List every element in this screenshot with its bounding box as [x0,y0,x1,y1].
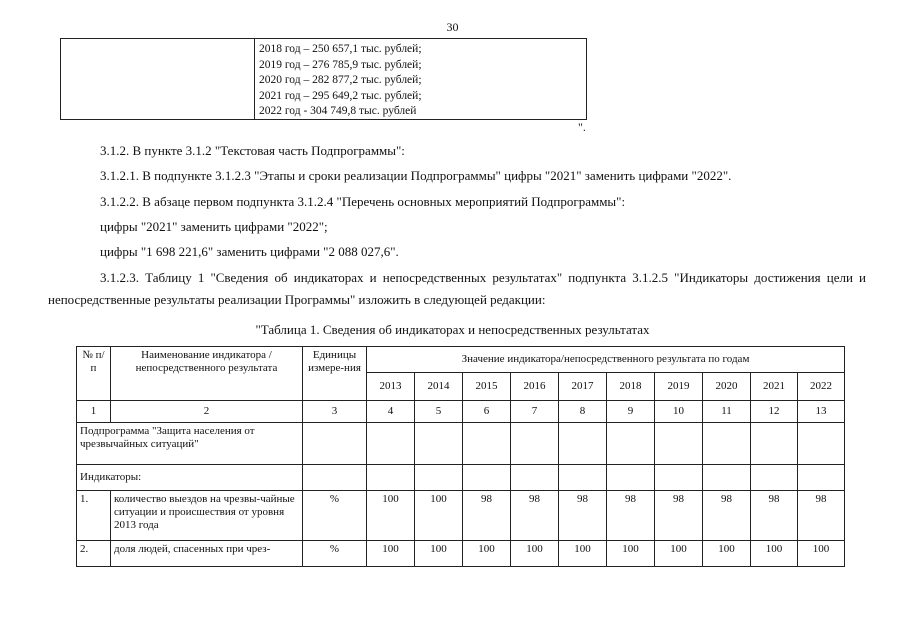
funding-table [60,38,587,120]
paragraph-3-1-2-2: 3.1.2.2. В абзаце первом подпункта 3.1.2.4 "Перечень основных мероприятий Подпрограммы": [100,194,626,209]
paragraph-digits-2021: цифры "2021" заменить цифрами "2022"; [100,219,328,234]
empty-cell [559,465,607,491]
empty-cell [655,423,703,465]
column-number: 7 [511,401,559,423]
paragraph-digits-sum: цифры "1 698 221,6" заменить цифрами "2 088 027,6". [100,244,399,259]
page-number: 30 [446,20,459,34]
indicator-value: 98 [655,491,703,541]
header-year: 2019 [655,373,703,401]
column-number: 9 [607,401,655,423]
funding-line: 2021 год – 295 649,2 тыс. рублей; [259,89,422,102]
indicator-value: 100 [703,541,751,567]
empty-cell [559,423,607,465]
column-number-row [77,401,845,423]
column-number: 12 [751,401,798,423]
column-number: 5 [415,401,463,423]
indicators-label-row [77,465,845,491]
column-number: 3 [303,401,367,423]
indicator-value: 100 [367,541,415,567]
column-number: 2 [111,401,303,423]
empty-cell [415,465,463,491]
paragraph-3-1-2-1: 3.1.2.1. В подпункте 3.1.2.3 "Этапы и сроки реализации Подпрограммы" цифры "2021" заменить цифрами "2022". [100,168,732,183]
indicator-value: 100 [415,541,463,567]
column-number: 10 [655,401,703,423]
indicators-label: Индикаторы: [77,465,303,491]
funding-line: 2022 год - 304 749,8 тыс. рублей [259,105,417,117]
column-number: 1 [77,401,111,423]
indicator-unit: % [303,541,367,567]
column-number: 11 [703,401,751,423]
header-year: 2020 [703,373,751,401]
indicator-value: 98 [559,491,607,541]
empty-cell [511,423,559,465]
column-number: 6 [463,401,511,423]
empty-cell [367,465,415,491]
indicator-value: 98 [511,491,559,541]
header-year: 2017 [559,373,607,401]
indicator-value: 98 [463,491,511,541]
column-number: 8 [559,401,607,423]
indicator-value: 100 [751,541,798,567]
funding-line: 2018 год – 250 657,1 тыс. рублей; [259,43,422,55]
subprogram-title: Подпрограмма "Защита населения от чрезвычайных ситуаций" [77,423,303,465]
empty-cell [607,465,655,491]
empty-cell [655,465,703,491]
funding-line: 2020 год – 282 877,2 тыс. рублей; [259,74,422,86]
indicator-value: 98 [798,491,845,541]
closing-quote: ". [578,120,586,134]
paragraph-3-1-2: 3.1.2. В пункте 3.1.2 "Текстовая часть Подпрограммы": [100,143,405,158]
column-number: 4 [367,401,415,423]
indicator-unit: % [303,491,367,541]
table-caption: "Таблица 1. Сведения об индикаторах и непосредственных результатах [255,322,650,337]
empty-cell [751,465,798,491]
funding-line: 2019 год – 276 785,9 тыс. рублей; [259,58,422,71]
empty-cell [463,423,511,465]
row-number: 2. [77,541,111,567]
indicator-name: доля людей, спасенных при чрез- [111,541,303,567]
header-year: 2016 [511,373,559,401]
header-indicator-name: Наименование индикатора / непосредственного результата [111,347,303,401]
indicator-value: 100 [367,491,415,541]
table-row [77,491,845,541]
indicator-value: 100 [559,541,607,567]
header-year: 2014 [415,373,463,401]
indicator-value: 100 [511,541,559,567]
indicator-value: 100 [798,541,845,567]
header-year: 2018 [607,373,655,401]
header-number: № п/п [77,347,111,401]
indicators-table [76,346,845,567]
empty-cell [703,423,751,465]
header-year: 2015 [463,373,511,401]
indicator-value: 100 [655,541,703,567]
indicator-value: 100 [607,541,655,567]
header-values-by-year: Значение индикатора/непосредственного результата по годам [367,347,845,373]
empty-cell [367,423,415,465]
indicator-value: 98 [703,491,751,541]
empty-cell [798,465,845,491]
empty-cell [303,423,367,465]
column-number: 13 [798,401,845,423]
empty-cell [303,465,367,491]
indicator-value: 100 [463,541,511,567]
header-year: 2022 [798,373,845,401]
funding-lines [259,42,422,120]
empty-cell [751,423,798,465]
indicator-value: 100 [415,491,463,541]
indicator-value: 98 [607,491,655,541]
header-year: 2013 [367,373,415,401]
indicator-name: количество выездов на чрезвы-чайные ситуации и происшествия от уровня 2013 года [111,491,303,541]
row-number: 1. [77,491,111,541]
header-year: 2021 [751,373,798,401]
subprogram-row [77,423,845,465]
indicator-value: 98 [751,491,798,541]
empty-cell [798,423,845,465]
empty-cell [463,465,511,491]
empty-cell [703,465,751,491]
empty-cell [511,465,559,491]
header-unit: Единицы измере-ния [303,347,367,401]
empty-cell [607,423,655,465]
empty-cell [415,423,463,465]
table-divider [254,39,255,119]
paragraph-3-1-2-3: 3.1.2.3. Таблицу 1 "Сведения об индикаторах и непосредственных результатах" подпункта 3.1.2.5 "Индикаторы достижения цели и непосредственные результаты реализации Программы" изложить в следующей редакции: [48,270,866,307]
table-row [77,541,845,567]
